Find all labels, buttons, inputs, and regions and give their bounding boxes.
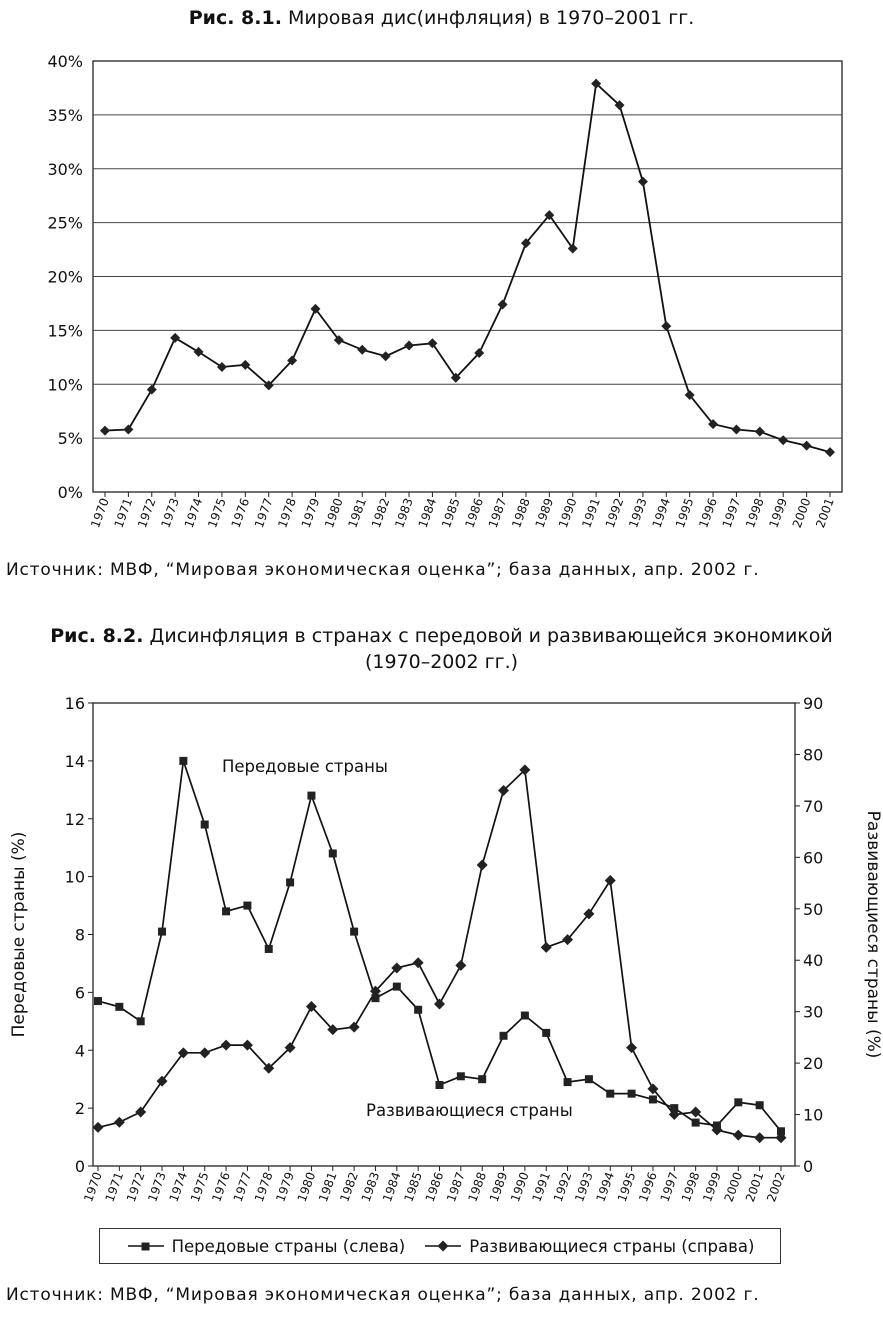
chart2-left-tick-label: 6 xyxy=(74,983,85,1003)
chart2-developing-point xyxy=(541,942,552,953)
chart2-right-tick-label: 70 xyxy=(803,796,824,816)
chart1-x-tick-label: 1999 xyxy=(766,496,791,530)
chart2-right-tick-label: 60 xyxy=(803,848,824,868)
chart2-x-tick-label: 1996 xyxy=(636,1170,660,1204)
legend-label-advanced: Передовые страны (слева) xyxy=(171,1236,406,1256)
chart2-right-axis-title: Развивающиеся страны (%) xyxy=(863,810,883,1059)
chart1-data-point xyxy=(755,427,765,437)
chart1-series-line xyxy=(105,84,830,453)
chart1-data-point xyxy=(170,333,180,343)
chart2-advanced-point xyxy=(777,1127,785,1135)
chart2-developing-point xyxy=(349,1022,360,1033)
chart1-data-point xyxy=(427,338,437,348)
chart1-x-tick-label: 1993 xyxy=(626,496,650,530)
chart2-advanced-point xyxy=(158,928,166,936)
chart1-data-point xyxy=(217,362,227,372)
chart1-x-tick-label: 1988 xyxy=(509,496,533,530)
chart2-x-tick-label: 1973 xyxy=(145,1170,169,1204)
chart1-y-tick-label: 40% xyxy=(47,52,83,71)
chart2-advanced-point xyxy=(649,1095,657,1103)
chart2-x-tick-label: 1970 xyxy=(81,1170,105,1204)
chart1-x-tick-label: 1978 xyxy=(275,496,299,530)
chart2-developing-point xyxy=(733,1130,744,1141)
chart2-left-axis-title: Передовые страны (%) xyxy=(9,831,29,1038)
chart2-developing-point xyxy=(434,998,445,1009)
chart1-data-point xyxy=(357,345,367,355)
chart1-x-tick-label: 1995 xyxy=(672,496,697,530)
chart1-svg xyxy=(0,40,883,590)
chart2-advanced-line xyxy=(98,761,781,1131)
chart2-x-tick-label: 1984 xyxy=(380,1170,404,1204)
chart2-x-tick-label: 1991 xyxy=(529,1170,554,1204)
chart1-x-tick-label: 1985 xyxy=(439,496,463,530)
chart1-data-point xyxy=(802,441,812,451)
chart2-x-tick-label: 1995 xyxy=(614,1170,639,1204)
chart2-x-tick-label: 1990 xyxy=(508,1170,532,1204)
chart1-y-tick-label: 0% xyxy=(57,483,83,502)
chart1-x-tick-label: 1986 xyxy=(462,496,487,530)
chart2-developing-point xyxy=(605,875,616,886)
chart2-advanced-point xyxy=(393,983,401,991)
chart2-advanced-point xyxy=(734,1098,742,1106)
chart2-left-tick-label: 12 xyxy=(64,809,85,829)
chart2-x-tick-label: 1979 xyxy=(273,1170,297,1204)
chart2-x-tick-label: 1986 xyxy=(422,1170,447,1204)
chart2-x-tick-label: 2001 xyxy=(742,1170,767,1204)
chart2-advanced-point xyxy=(329,849,337,857)
chart2-left-tick-label: 0 xyxy=(74,1157,85,1176)
chart1-title xyxy=(0,6,883,30)
chart2-right-tick-label: 0 xyxy=(803,1157,814,1176)
chart2-x-tick-label: 1998 xyxy=(678,1170,703,1204)
chart2-developing-point xyxy=(477,860,488,871)
chart2-advanced-point xyxy=(670,1104,678,1112)
chart1-data-point xyxy=(194,347,204,357)
chart1-data-point xyxy=(825,447,835,457)
chart2-advanced-point xyxy=(243,902,251,910)
chart1-x-tick-label: 1983 xyxy=(392,496,416,530)
chart2-x-tick-label: 1982 xyxy=(337,1170,361,1204)
chart1-x-tick-label: 1996 xyxy=(696,496,720,530)
chart1-data-point xyxy=(381,351,391,361)
chart2-advanced-point xyxy=(713,1121,721,1129)
chart1-y-tick-label: 30% xyxy=(47,159,83,179)
chart2-x-tick-label: 1978 xyxy=(251,1170,276,1204)
chart2-x-tick-label: 2002 xyxy=(764,1170,788,1204)
chart2-title-line2: (1970–2002 гг.) xyxy=(364,651,519,673)
chart1-y-tick-label: 35% xyxy=(47,105,83,125)
chart2-x-tick-label: 1981 xyxy=(315,1170,340,1204)
chart1-x-tick-label: 1981 xyxy=(345,496,370,530)
chart1-x-tick-label: 1980 xyxy=(322,496,346,530)
chart2-x-tick-label: 1975 xyxy=(187,1170,212,1204)
chart2-annotation-advanced: Передовые страны xyxy=(222,757,388,776)
chart2-x-tick-label: 1987 xyxy=(444,1170,468,1204)
legend-square-marker-icon xyxy=(126,1239,166,1253)
chart1-y-tick-label: 10% xyxy=(47,375,83,395)
chart1-y-tick-label: 15% xyxy=(47,321,83,341)
chart2-advanced-point xyxy=(457,1072,465,1080)
chart1-data-point xyxy=(731,425,741,435)
chart1-x-tick-label: 1971 xyxy=(111,496,136,530)
chart1-source: Источник: МВФ, “Мировая экономическая оценка”; база данных, апр. 2002 г. xyxy=(6,560,760,580)
chart1-data-point xyxy=(123,425,133,435)
chart1-data-point xyxy=(778,435,788,445)
chart2-x-tick-label: 1983 xyxy=(358,1170,383,1204)
chart1-x-tick-label: 2000 xyxy=(789,496,814,530)
chart1-x-tick-label: 1973 xyxy=(158,496,182,530)
chart2-advanced-point xyxy=(500,1032,508,1040)
chart2-developing-point xyxy=(135,1106,146,1117)
chart1-x-tick-label: 1989 xyxy=(532,496,557,530)
chart1-x-tick-label: 1991 xyxy=(579,496,603,530)
chart1-x-tick-label: 1998 xyxy=(743,496,767,530)
chart1-title-text: Мировая дис(инфляция) в 1970–2001 гг. xyxy=(287,7,695,29)
chart1-x-tick-label: 1997 xyxy=(719,496,744,530)
chart1-x-tick-label: 1974 xyxy=(181,496,206,530)
chart1-title-prefix: Рис. 8.1. xyxy=(188,7,282,29)
chart2-title-prefix: Рис. 8.2. xyxy=(50,625,144,647)
chart2-developing-point xyxy=(114,1117,125,1128)
chart2-source: Источник: МВФ, “Мировая экономическая оценка”; база данных, апр. 2002 г. xyxy=(6,1285,760,1305)
chart2-developing-point xyxy=(93,1122,104,1133)
chart2-x-tick-label: 2000 xyxy=(721,1170,746,1204)
chart1-x-tick-label: 1977 xyxy=(251,496,276,530)
chart1-x-tick-label: 1994 xyxy=(649,496,674,530)
chart1-data-point xyxy=(100,426,110,436)
chart2-x-tick-label: 1980 xyxy=(294,1170,319,1204)
chart2-x-tick-label: 1999 xyxy=(700,1170,724,1204)
chart1-data-point xyxy=(147,385,157,395)
legend-item-advanced xyxy=(126,1237,406,1256)
chart2-advanced-point xyxy=(564,1078,572,1086)
chart2-developing-point xyxy=(455,960,466,971)
chart2-advanced-point xyxy=(436,1081,444,1089)
chart1-x-tick-label: 1970 xyxy=(88,496,112,530)
chart2-plot-frame xyxy=(93,703,795,1166)
chart1-x-tick-label: 1982 xyxy=(368,496,393,530)
chart1-data-point xyxy=(638,177,648,187)
chart2-right-tick-label: 10 xyxy=(803,1105,824,1125)
chart1-x-tick-label: 1976 xyxy=(228,496,253,530)
chart1-x-tick-label: 2001 xyxy=(813,496,837,530)
legend-diamond-marker-icon xyxy=(423,1239,463,1253)
chart1-data-point xyxy=(498,300,508,310)
chart2-advanced-point xyxy=(115,1003,123,1011)
chart2-x-tick-label: 1989 xyxy=(486,1170,511,1204)
chart2-x-tick-label: 1997 xyxy=(657,1170,682,1204)
chart2-advanced-point xyxy=(521,1012,529,1020)
chart2-left-tick-label: 10 xyxy=(64,867,85,887)
chart2-x-tick-label: 1992 xyxy=(550,1170,575,1204)
chart2-advanced-point xyxy=(542,1029,550,1037)
chart2-right-tick-label: 20 xyxy=(803,1054,824,1074)
chart1-x-tick-label: 1987 xyxy=(485,496,510,530)
legend-label-developing: Развивающиеся страны (справа) xyxy=(469,1236,755,1256)
chart2-developing-point xyxy=(221,1040,232,1051)
chart1-x-tick-label: 1992 xyxy=(602,496,627,530)
chart2-advanced-point xyxy=(286,878,294,886)
chart2-developing-point xyxy=(626,1042,637,1053)
chart2-advanced-point xyxy=(350,928,358,936)
chart2-x-tick-label: 1971 xyxy=(102,1170,127,1204)
chart2-advanced-point xyxy=(307,792,315,800)
chart2-left-tick-label: 16 xyxy=(64,694,85,713)
chart2-x-tick-label: 1988 xyxy=(465,1170,490,1204)
chart2-title-text: Дисинфляция в странах с передовой и развивающейся экономикой xyxy=(149,625,833,647)
chart2-advanced-point xyxy=(179,757,187,765)
chart2-advanced-point xyxy=(606,1090,614,1098)
chart2-advanced-point xyxy=(371,994,379,1002)
chart1-y-tick-label: 5% xyxy=(57,429,83,449)
chart1-y-tick-label: 20% xyxy=(47,267,83,287)
chart2-advanced-point xyxy=(478,1075,486,1083)
chart2-x-tick-label: 1972 xyxy=(123,1170,148,1204)
chart2-advanced-point xyxy=(414,1006,422,1014)
chart2-developing-point xyxy=(199,1047,210,1058)
chart2-x-tick-label: 1977 xyxy=(230,1170,255,1204)
chart2-advanced-point xyxy=(628,1090,636,1098)
chart1-x-tick-label: 1975 xyxy=(205,496,229,530)
chart1-x-tick-label: 1990 xyxy=(555,496,580,530)
chart2-x-tick-label: 1993 xyxy=(572,1170,596,1204)
chart2-advanced-point xyxy=(137,1017,145,1025)
chart2-right-tick-label: 50 xyxy=(803,899,824,919)
chart1-data-point xyxy=(661,321,671,331)
legend-item-developing xyxy=(423,1237,754,1256)
chart2-x-tick-label: 1974 xyxy=(166,1170,191,1204)
chart2-advanced-point xyxy=(265,945,273,953)
chart2-developing-point xyxy=(413,957,424,968)
chart2-svg xyxy=(0,680,883,1225)
chart2-x-tick-label: 1976 xyxy=(209,1170,233,1204)
chart2-left-tick-label: 8 xyxy=(74,925,85,945)
chart1-x-tick-label: 1984 xyxy=(415,496,440,530)
chart1-data-point xyxy=(404,340,414,350)
chart2-annotation-developing: Развивающиеся страны xyxy=(366,1101,573,1120)
chart1-x-tick-label: 1972 xyxy=(134,496,159,530)
chart2-left-tick-label: 2 xyxy=(74,1099,85,1119)
chart2-right-tick-label: 30 xyxy=(803,1002,824,1022)
chart2-right-tick-label: 40 xyxy=(803,951,824,971)
chart1-y-tick-label: 25% xyxy=(47,213,83,233)
chart2-advanced-point xyxy=(692,1119,700,1127)
chart2-title xyxy=(0,624,883,648)
chart2-advanced-point xyxy=(94,997,102,1005)
chart2-right-tick-label: 90 xyxy=(803,694,824,713)
chart2-legend xyxy=(99,1228,781,1264)
chart2-x-tick-label: 1994 xyxy=(593,1170,618,1204)
chart2-advanced-point xyxy=(222,907,230,915)
chart1-x-tick-label: 1979 xyxy=(298,496,323,530)
chart2-advanced-point xyxy=(585,1075,593,1083)
chart2-left-tick-label: 14 xyxy=(64,751,85,771)
chart2-advanced-point xyxy=(756,1101,764,1109)
chart2-left-tick-label: 4 xyxy=(74,1041,85,1061)
chart2-advanced-point xyxy=(201,821,209,829)
chart2-right-tick-label: 80 xyxy=(803,745,824,765)
chart2-x-tick-label: 1985 xyxy=(401,1170,425,1204)
chart2-developing-point xyxy=(754,1132,765,1143)
